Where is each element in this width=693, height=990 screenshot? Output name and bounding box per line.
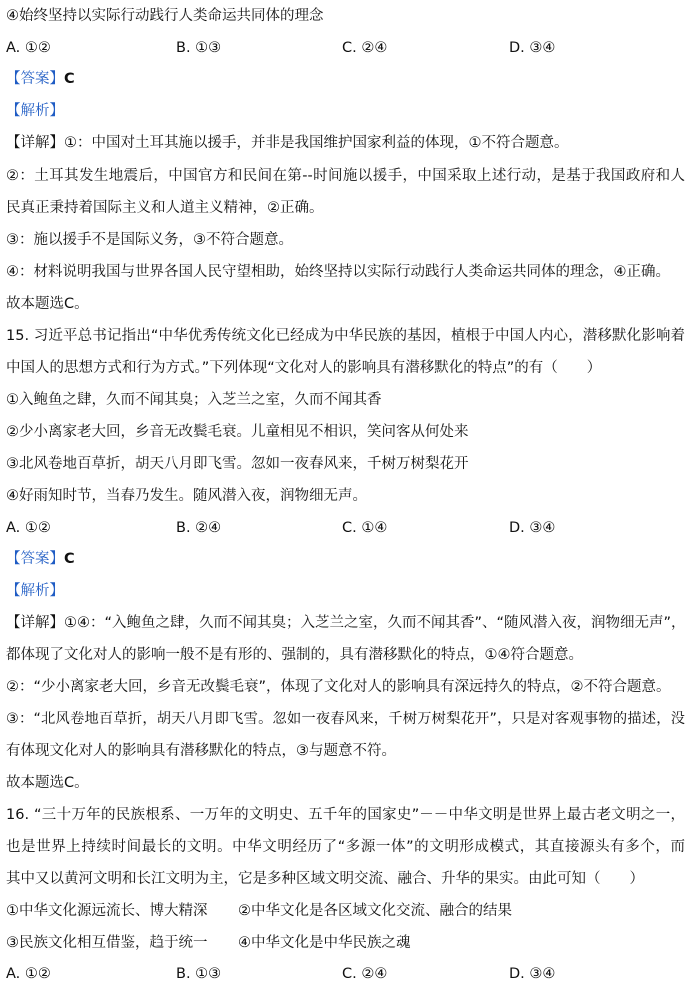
q14-conclusion: 故本题选C。: [6, 296, 89, 312]
q15-choice-b: B. ②④: [176, 520, 222, 536]
q14-choice-b: B. ①③: [176, 40, 222, 56]
q14-detail-line-1: [6, 133, 685, 153]
detail-label: 【详解】: [6, 615, 64, 631]
detail-label: 【详解】: [6, 135, 64, 151]
q16-options-row-2: [6, 933, 686, 953]
q16-choice-c: C. ②④: [342, 966, 388, 982]
answer-value: C: [64, 551, 75, 567]
q16-choice-d: D. ③④: [509, 966, 556, 982]
q15-stem-line-2: 中国人的思想方式和行为方式。”下列体现“文化对人的影响具有潜移默化的特点”的有（ ）: [6, 360, 602, 376]
q15-option-2: ②少小离家老大回，乡音无改鬓毛衰。儿童相见不相识，笑问客从何处来: [6, 424, 469, 440]
q16-stem-line-2: 也是世界上持续时间最长的文明。中华文明经历了“多源一体”的文明形成模式，其直接源头有多个，而: [6, 839, 685, 855]
q15-choices: [6, 518, 685, 538]
q15-conclusion: 故本题选C。: [6, 775, 89, 791]
q15-option-4: ④好雨知时节，当春乃发生。随风潜入夜，润物细无声。: [6, 488, 367, 504]
q15-detail-line-4: ③：“北风卷地百草折，胡天八月即飞雪。忽如一夜春风来，千树万树梨花开”，只是对客观事物的描述，没: [6, 711, 685, 727]
q15-choice-d: D. ③④: [509, 520, 556, 536]
q16-stem-line-1: 16. “三十万年的民族根系、一万年的文明史、五千年的国家史”－－中华文明是世界上最古老文明之一，: [6, 807, 685, 823]
q15-option-1: ①入鲍鱼之肆，久而不闻其臭；入芝兰之室，久而不闻其香: [6, 392, 382, 408]
answer-value: C: [64, 71, 75, 87]
q16-option-1: ①中华文化源远流长、博大精深: [6, 903, 208, 919]
q14-analysis-label: 【解析】: [6, 103, 64, 119]
q15-stem-line-1: 15. 习近平总书记指出“中华优秀传统文化已经成为中华民族的基因，植根于中国人内心，潜移默化影响着: [6, 328, 685, 344]
q15-answer: [6, 549, 685, 569]
detail-text: ①：中国对土耳其施以援手，并非是我国维护国家利益的体现，①不符合题意。: [64, 135, 569, 151]
q14-choices: [6, 38, 685, 58]
q15-choice-c: C. ①④: [342, 520, 388, 536]
q15-detail-line-2: 都体现了文化对人的影响一般不是有形的、强制的，具有潜移默化的特点，①④符合题意。: [6, 647, 583, 663]
detail-text: ①④：“入鲍鱼之肆，久而不闻其臭；入芝兰之室，久而不闻其香”、“随风潜入夜，润物细无声”，: [64, 615, 686, 631]
q14-answer: [6, 69, 685, 89]
q15-option-3: ③北风卷地百草折，胡天八月即飞雪。忽如一夜春风来，千树万树梨花开: [6, 456, 469, 472]
q15-detail-line-5: 有体现文化对人的影响具有潜移默化的特点，③与题意不符。: [6, 743, 396, 759]
q16-choice-a: A. ①②: [6, 966, 51, 982]
answer-label: 【答案】: [6, 71, 64, 87]
q16-options-row-1: [6, 901, 686, 921]
answer-label: 【答案】: [6, 551, 64, 567]
q14-detail-line-3: 民真正秉持着国际主义和人道主义精神，②正确。: [6, 200, 324, 216]
q14-option-4: ④始终坚持以实际行动践行人类命运共同体的理念: [6, 8, 324, 24]
q15-choice-a: A. ①②: [6, 520, 51, 536]
q15-detail-line-3: ②：“少小离家老大回，乡音无改鬓毛衰”，体现了文化对人的影响具有深远持久的特点，②不符合题意。: [6, 679, 671, 695]
q14-choice-d: D. ③④: [509, 40, 556, 56]
q14-choice-c: C. ②④: [342, 40, 388, 56]
q14-detail-line-4: ③：施以援手不是国际义务，③不符合题意。: [6, 232, 293, 248]
q14-choice-a: A. ①②: [6, 40, 51, 56]
q14-detail-line-2: ②：土耳其发生地震后，中国官方和民间在第--时间施以援手，中国采取上述行动，是基于我国政府和人: [6, 168, 685, 184]
q16-choice-b: B. ①③: [176, 966, 222, 982]
q15-analysis-label: 【解析】: [6, 583, 64, 599]
q16-stem-line-3: 其中又以黄河文明和长江文明为主，它是多种区域文明交流、融合、升华的果实。由此可知（ ）: [6, 871, 644, 887]
q16-option-4: ④中华文化是中华民族之魂: [238, 935, 411, 951]
q16-choices: [6, 964, 685, 984]
q14-detail-line-5: ④：材料说明我国与世界各国人民守望相助，始终坚持以实际行动践行人类命运共同体的理念，④正确。: [6, 264, 670, 280]
q15-detail-line-1: [6, 613, 685, 633]
q16-option-2: ②中华文化是各区域文化交流、融合的结果: [238, 903, 512, 919]
q16-option-3: ③民族文化相互借鉴，趋于统一: [6, 935, 208, 951]
